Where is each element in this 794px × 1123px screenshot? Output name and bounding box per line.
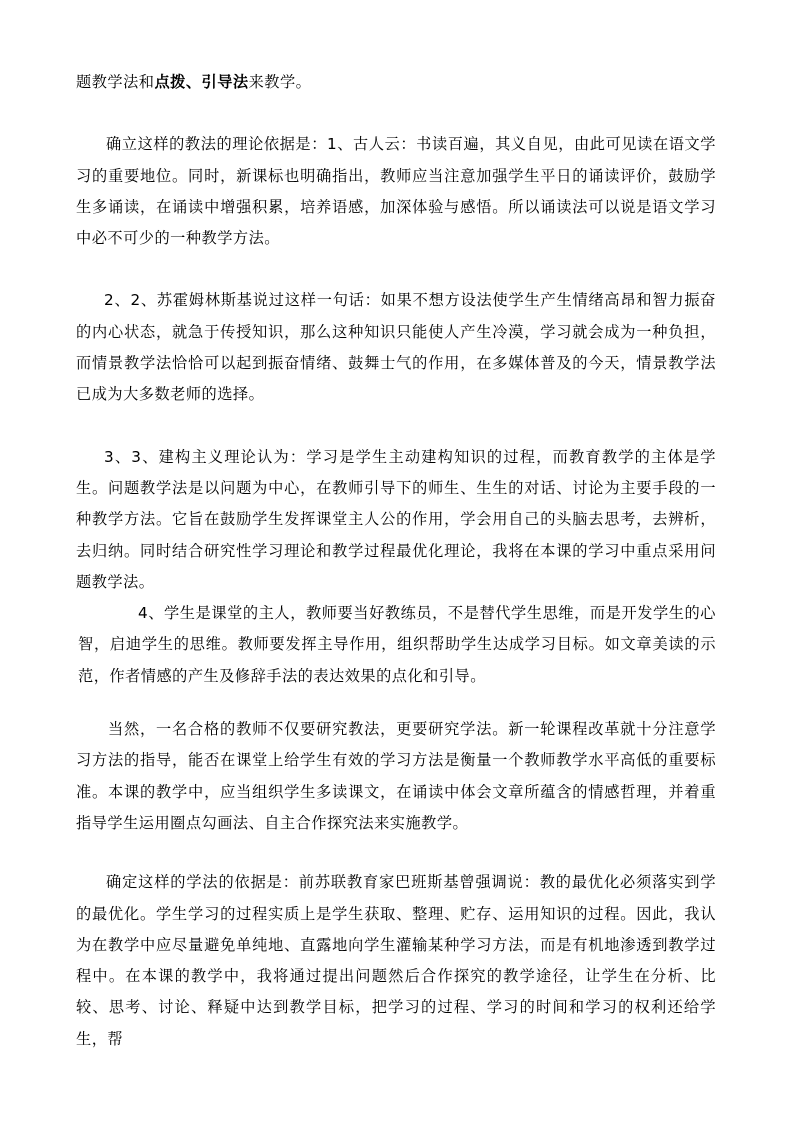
text-lead: 题教学法和	[76, 73, 155, 91]
paragraph-student-master: 4、学生是课堂的主人，教师要当好教练员，不是替代学生思维，而是开发学生的心智，启迪学生的思维。教师要发挥主导作用，组织帮助学生达成学习目标。如文章美读的示范，作者情感的产生及修辞手法的表达效果的点化和引导。	[78, 604, 716, 685]
paragraph-teaching-basis: 确立这样的教法的理论依据是：1、古人云：书读百遍，其义自见，由此可见读在语文学习的重要地位。同时，新课标也明确指出，教师应当注意加强学生平日的诵读评价，鼓励学生多诵读，在诵读中增强积累，培养语感，加深体验与感悟。所以诵读法可以说是语文学习中必不可少的一种教学方法。	[76, 135, 716, 248]
paragraph-constructivism: 3、3、建构主义理论认为：学习是学生主动建构知识的过程，而教育教学的主体是学生。问题教学法是以问题为中心，在教师引导下的师生、生生的对话、讨论为主要手段的一种教学方法。它旨在鼓励学生发挥课堂主人公的作用，学会用自己的头脑去思考，去辨析，去归纳。同时结合研究性学习理论和教学过程最优化理论，我将在本课的学习中重点采用问题教学法。	[76, 447, 716, 591]
bold-term-dianbo: 点拨	[154, 73, 186, 91]
paragraph-learning-method: 当然，一名合格的教师不仅要研究教法，更要研究学法。新一轮课程改革就十分注意学习方法的指导，能否在课堂上给学生有效的学习方法是衡量一个教师教学水平高低的重要标准。本课的教学中，应当组织学生多读课文，在诵读中体会文章所蕴含的情感哲理，并着重指导学生运用圈点勾画法、自主合作探究法来实施教学。	[76, 720, 716, 832]
text-tail: 来教学。	[248, 73, 312, 91]
paragraph-sukhomlinsky: 2、2、苏霍姆林斯基说过这样一句话：如果不想方设法使学生产生情绪高昂和智力振奋的内心状态，就急于传授知识，那么这种知识只能使人产生冷漠，学习就会成为一种负担，而情景教学法恰恰可以起到振奋情绪、鼓舞士气的作用，在多媒体普及的今天，情景教学法已成为大多数老师的选择。	[76, 291, 716, 404]
paragraph-continuation	[76, 67, 716, 98]
bold-term-yindaofa: 引导法	[201, 73, 249, 91]
bold-separator: 、	[185, 73, 202, 91]
paragraph-learning-basis: 确定这样的学法的依据是：前苏联教育家巴班斯基曾强调说：教的最优化必须落实到学的最优化。学生学习的过程实质上是学生获取、整理、贮存、运用知识的过程。因此，我认为在教学中应尽量避免单纯地、直露地向学生灌输某种学习方法，而是有机地渗透到教学过程中。在本课的教学中，我将通过提出问题然后合作探究的教学途径，让学生在分析、比较、思考、讨论、释疑中达到教学目标，把学习的过程、学习的时间和学习的权利还给学生，帮	[76, 873, 716, 1048]
